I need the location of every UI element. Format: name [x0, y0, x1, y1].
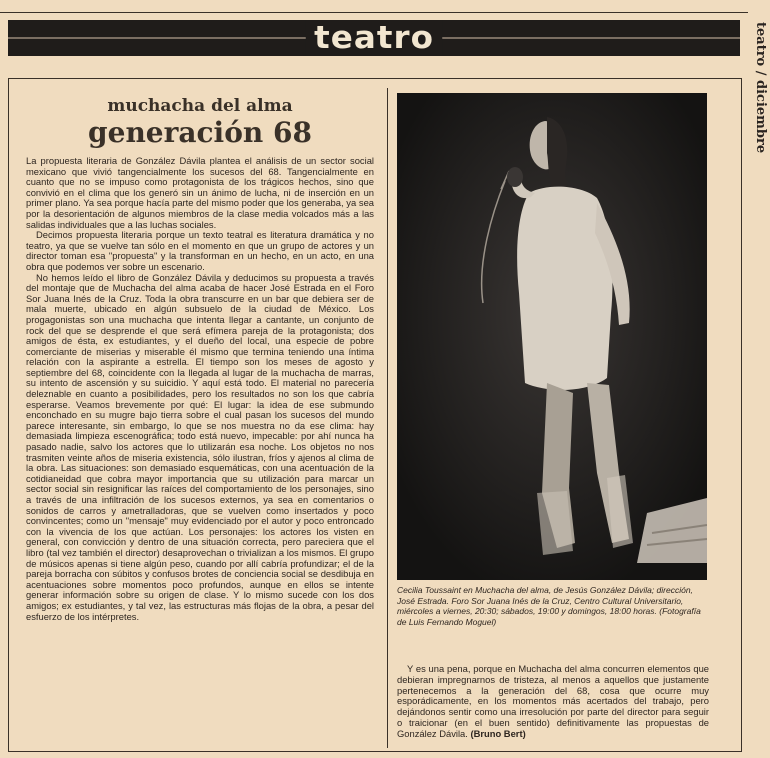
side-section-label: teatro / diciembre: [753, 22, 768, 154]
article-headline: generación 68: [88, 116, 312, 149]
closing-paragraph-text: Y es una pena, porque en Muchacha del alma concurren elementos que debieran impregnarnos de tristeza, al menos a aquellos que justamente pertenecemos a la generación del 68, cosa que ocurre muy esporádicamente, en los momentos más acertados del trabajo, pero dejándonos sentir como una irresolución por parte del director para seguir o traicionar (en el buen sentido) definitivamente las propuestas de González Dávila.: [397, 663, 709, 739]
column-divider: [387, 88, 388, 748]
photo-caption: Cecilia Toussaint en Muchacha del alma, de Jesús González Dávila; dirección, José Estrada. Foro Sor Juana Inés de la Cruz, Centro Cultural Universitario, miércoles a viernes, 20:30; sábados, 19:00 y domingos, 18:00 horas. (Fotografía de Luis Fernando Moguel): [397, 585, 701, 627]
section-title: teatro: [306, 20, 443, 56]
top-rule: [0, 12, 748, 13]
performer-photo: [397, 93, 707, 580]
article-paragraph: La propuesta literaria de González Dávila plantea el análisis de un sector social mexicano que vivió tangencialmente los sucesos del 68. Tangencialmente en cuanto que no se impuso como protagonista de los trágicos hechos, sino que convivió en el clima que los generó sin un ánimo de lucha, ni de inserción en un primer plano. Ya sea porque hacía parte del mismo poder que los generaba, ya sea por la desorientación de algunos miembros de la clase media volcados más a las salidas individuales que a las luchas sociales.: [26, 155, 374, 230]
article-paragraph: No hemos leído el libro de González Dávila y deducimos su propuesta a través del montaje que de Muchacha del alma acaba de hacer José Estrada en el Foro Sor Juana Inés de la Cruz. Toda la obra transcurre en un bar que debiera ser de mala muerte, ubicado en algún subsuelo de la ciudad de México. Los progagonistas son una muchacha que intenta llegar a cantante, un conjunto de rock del que se desprende el que será efímera pareja de la protagonista; dos amigos de ésta, ex estudiantes, y el dueño del local, una especie de pobre comerciante de miserias y miserable él mismo que termina teniendo una íntima relación con la aspirante a estrella. El tiempo son los meses de agosto y septiembre del 68, coincidente con la llegada al lugar de la muchacha de marras, su intento de ascensión y su suicidio. Y aquí está todo. El material no parecería deleznable en cuanto a posibilidades, pero los resultados no son los que cabría esperarse. Veamos brevemente por qué: El lugar: la idea de ese submundo enconchado en su mugre bajo tierra sobre el cual pasan los sucesos del mundo parece interesante, sin embargo, lo que se nos muestra no da ese clima: hay demasiada limpieza escenográfica; todo está nuevo, impecable: por ahí nunca ha pasado nadie, salvo los actores que lo utilizarán esa noche. Los objetos no nos trasmiten veinte años de miseria existencia, sólo ilustran, fríos y ajenos al clima de la obra. Las situaciones: son demasiado esquemáticas, con una acentuación de la cotidianeidad que cobra mayor importancia que su utilización para marcar un sector social sin resignificar las raíces del comportamiento de los personajes, sino a través de una infiltración de los sucesos externos, ya sea en comentarios o sonidos de carros y ametralladoras, que se vuelven como insertados y poco convincentes; como un "mensaje" muy evidenciado por el autor y poco entroncado con la vivencia de los que actúan. Los personajes: los actores los visten en general, con convicción y dentro de una situación correcta, pero pareciera que el libro (tal vez también el director) desaprovechan o trivializan a los mismos. El grupo de músicos apenas si tiene algún peso, cuando por allí cabría profundizar; el de la pareja borracha con súbitos y confusos brotes de conciencia social se desdibuja en acentuaciones sobre momentos poco profundos, aunque en ellos se intente generar información sobre su origen de clase. Y lo mismo sucede con los dos amigos; ex estudiantes, y tal vez, las estructuras más flojas de la obra, a pesar del esfuerzo de los intérpretes.: [26, 271, 374, 622]
closing-paragraph: [397, 664, 709, 740]
section-banner: [8, 20, 740, 56]
article-subhead: muchacha del alma: [107, 96, 293, 116]
photo-illustration: [397, 93, 707, 580]
article-column: [26, 96, 374, 622]
article-paragraph: Decimos propuesta literaria porque un texto teatral es literatura dramática y no teatro, ya que se vuelve tan sólo en el momento en que un grupo de actores y un director toman esa "propuesta" y la transforman en un hecho, en un acto, en una obra que podemos ver sobre un escenario.: [26, 229, 374, 272]
author-byline: (Bruno Bert): [470, 727, 526, 739]
